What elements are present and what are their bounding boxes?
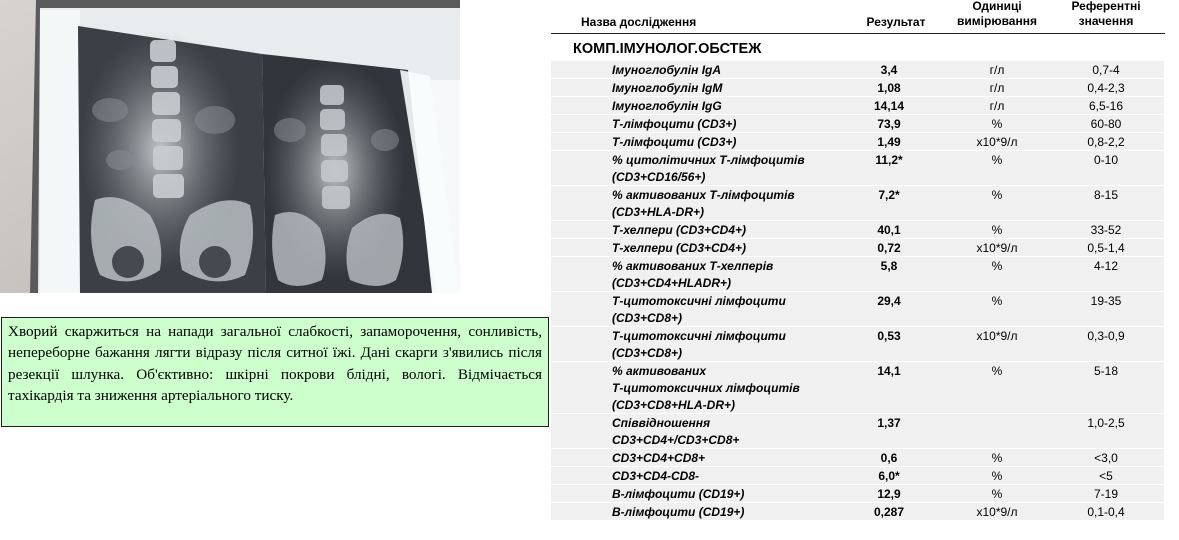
test-reference: 8-15: [1093, 188, 1119, 202]
test-result: 0,287: [873, 505, 905, 519]
test-reference: 60-80: [1090, 117, 1122, 131]
table-row: [551, 327, 1164, 361]
table-row: [551, 467, 1164, 484]
test-unit: %: [991, 451, 1003, 465]
test-name: Т-хелпери (CD3+CD4+): [612, 223, 747, 237]
test-result: 6,0*: [878, 469, 900, 483]
test-reference: <3,0: [1094, 451, 1118, 465]
table-row: [551, 79, 1164, 96]
test-reference: 4-12: [1093, 259, 1119, 273]
test-unit: x10*9/л: [976, 329, 1018, 343]
test-name: Імуноглобулін IgM: [612, 81, 723, 95]
test-result: 5,8: [880, 259, 898, 273]
test-result: 0,72: [877, 241, 901, 255]
test-reference: 6,5-16: [1088, 99, 1124, 113]
test-unit: г/л: [989, 99, 1005, 113]
table-row: [551, 61, 1164, 78]
test-name: CD3+CD4-CD8-: [612, 469, 700, 483]
test-result: 1,08: [877, 81, 901, 95]
test-reference: <5: [1099, 469, 1113, 483]
table-row: [551, 503, 1164, 520]
test-name: % активованих Т-цитотоксичних лімфоцитів (CD3+CD8+HLA-DR+): [612, 364, 800, 412]
table-row: [551, 186, 1164, 220]
lab-results-table: [551, 0, 1165, 540]
header-test-name: Назва дослідження: [581, 15, 697, 29]
test-name: Співвідношення CD3+CD4+/CD3+CD8+: [612, 416, 740, 447]
test-result: 1,37: [877, 416, 901, 430]
table-row: [551, 362, 1164, 413]
test-result: 40,1: [877, 223, 901, 237]
test-name: В-лімфоцити (CD19+): [612, 487, 745, 501]
test-result: 0,53: [877, 329, 901, 343]
test-unit: %: [991, 223, 1003, 237]
table-row: [551, 257, 1164, 291]
table-row: [551, 133, 1164, 150]
table-row: [551, 221, 1164, 238]
table-row: [551, 239, 1164, 256]
test-result: 11,2*: [875, 153, 903, 167]
table-row: [551, 292, 1164, 326]
test-reference: 0,1-0,4: [1087, 505, 1125, 519]
test-reference: 19-35: [1090, 294, 1122, 308]
test-name: Т-лімфоцити (CD3+): [612, 117, 737, 131]
table-body: [551, 61, 1165, 521]
test-reference: 33-52: [1090, 223, 1122, 237]
header-reference: Референтні значення: [1071, 0, 1141, 28]
xray-photo: [0, 0, 460, 293]
test-name: % цитолітичних Т-лімфоцитів (CD3+CD16/56+): [612, 153, 805, 184]
test-unit: %: [991, 364, 1003, 378]
test-name: CD3+CD4+CD8+: [612, 451, 706, 465]
table-row: [551, 151, 1164, 185]
table-row: [551, 414, 1164, 448]
test-reference: 1,0-2,5: [1087, 416, 1125, 430]
table-row: [551, 115, 1164, 132]
test-unit: г/л: [989, 63, 1005, 77]
clinical-note-box: [1, 317, 549, 427]
test-unit: %: [991, 259, 1003, 273]
test-name: Т-хелпери (CD3+CD4+): [612, 241, 747, 255]
table-row: [551, 449, 1164, 466]
xray-lightbox-image: [0, 0, 460, 293]
test-unit: x10*9/л: [976, 135, 1018, 149]
test-unit: x10*9/л: [976, 241, 1018, 255]
test-unit: %: [991, 188, 1003, 202]
test-name: % активованих Т-лімфоцитів (CD3+HLA-DR+): [612, 188, 795, 219]
test-unit: %: [991, 469, 1003, 483]
header-units: Одиниці вимірювання: [957, 0, 1037, 28]
test-result: 12,9: [877, 487, 901, 501]
table-row: [551, 485, 1164, 502]
test-unit: %: [991, 117, 1003, 131]
test-reference: 0-10: [1093, 153, 1119, 167]
test-result: 3,4: [880, 63, 898, 77]
test-result: 29,4: [877, 294, 901, 308]
section-title: КОМП.ІМУНОЛОГ.ОБСТЕЖ: [573, 41, 762, 57]
test-result: 1,49: [877, 135, 901, 149]
test-result: 0,6: [880, 451, 898, 465]
table-row: [551, 97, 1164, 114]
test-reference: 0,8-2,2: [1087, 135, 1125, 149]
test-reference: 0,7-4: [1092, 63, 1120, 77]
test-name: Імуноглобулін IgA: [612, 63, 722, 77]
test-reference: 0,3-0,9: [1087, 329, 1125, 343]
test-name: Імуноглобулін IgG: [612, 99, 722, 113]
test-unit: x10*9/л: [976, 505, 1018, 519]
test-unit: %: [991, 153, 1003, 167]
test-reference: 5-18: [1093, 364, 1119, 378]
test-reference: 0,5-1,4: [1087, 241, 1125, 255]
test-reference: 0,4-2,3: [1087, 81, 1125, 95]
test-name: % активованих Т-хелперів (CD3+CD4+HLADR+): [612, 259, 774, 290]
test-unit: %: [991, 487, 1003, 501]
test-name: Т-лімфоцити (CD3+): [612, 135, 737, 149]
test-unit: %: [991, 294, 1003, 308]
test-reference: 7-19: [1093, 487, 1119, 501]
test-name: Т-цитотоксичні лімфоцити (CD3+CD8+): [612, 329, 786, 360]
test-result: 14,1: [877, 364, 901, 378]
test-result: 7,2*: [878, 188, 900, 202]
clinical-note-text: Хворий скаржиться на напади загальної слабкості, запаморочення, сонливість, непереборне бажання лягти відразу після ситної їжі. Дані скарги з'явились після резекції шлунка. Об'єктивно: шкірні покрови блідні, вологі. Відмічається тахікардія та зниження артеріального тиску.: [8, 323, 542, 404]
test-result: 14,14: [873, 99, 905, 113]
test-result: 73,9: [877, 117, 901, 131]
test-unit: г/л: [989, 81, 1005, 95]
header-result: Результат: [866, 15, 926, 29]
test-name: Т-цитотоксичні лімфоцити (CD3+CD8+): [612, 294, 786, 325]
table-header: [551, 0, 1165, 34]
test-name: В-лімфоцити (CD19+): [612, 505, 745, 519]
